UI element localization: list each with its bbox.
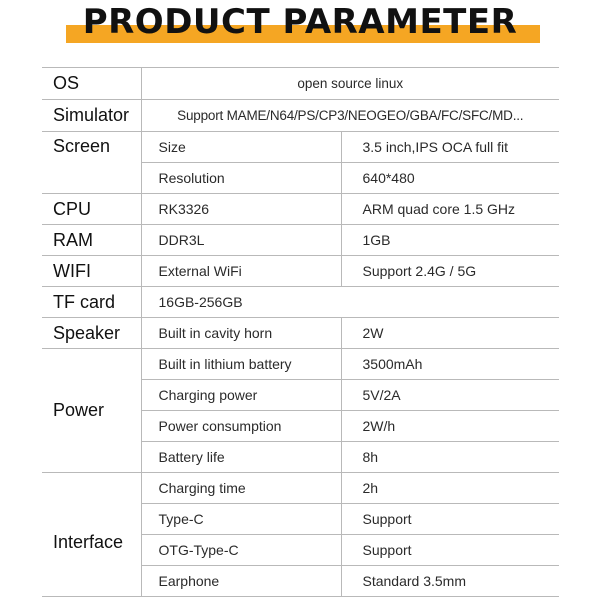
table-row-tf-card — [42, 287, 559, 318]
value-simulator: Support MAME/N64/PS/CP3/NEOGEO/GBA/FC/SFC/MD... — [141, 100, 559, 132]
param-value: Support — [341, 535, 559, 566]
table-row-os — [42, 68, 559, 100]
param-name: Size — [141, 132, 341, 163]
row-label-interface: Interface — [42, 473, 141, 597]
row-label-power: Power — [42, 349, 141, 473]
table-row-power-battery — [42, 349, 559, 380]
title-banner — [0, 0, 600, 56]
param-value: 8h — [341, 442, 559, 473]
param-name: Built in lithium battery — [141, 349, 341, 380]
param-value: 640*480 — [341, 163, 559, 194]
table-row-simulator — [42, 100, 559, 132]
row-label-tf-card: TF card — [42, 287, 141, 318]
param-name: External WiFi — [141, 256, 341, 287]
row-label-ram: RAM — [42, 225, 141, 256]
row-label-screen: Screen — [42, 132, 141, 194]
row-label-speaker: Speaker — [42, 318, 141, 349]
table-row-ram — [42, 225, 559, 256]
param-name: RK3326 — [141, 194, 341, 225]
table-row-interface-charging-time — [42, 473, 559, 504]
param-name: DDR3L — [141, 225, 341, 256]
page-title: PRODUCT PARAMETER — [82, 2, 518, 42]
param-value: 5V/2A — [341, 380, 559, 411]
row-label-simulator: Simulator — [42, 100, 141, 132]
param-name: Earphone — [141, 566, 341, 597]
table-row-cpu — [42, 194, 559, 225]
value-os: open source linux — [141, 68, 559, 100]
param-value: ARM quad core 1.5 GHz — [341, 194, 559, 225]
param-name: Charging time — [141, 473, 341, 504]
param-value: Standard 3.5mm — [341, 566, 559, 597]
row-label-os: OS — [42, 68, 141, 100]
table-row-screen-size — [42, 132, 559, 163]
param-value: 16GB-256GB — [141, 287, 559, 318]
param-value: 2W/h — [341, 411, 559, 442]
param-value: Support 2.4G / 5G — [341, 256, 559, 287]
table-row-wifi — [42, 256, 559, 287]
row-label-cpu: CPU — [42, 194, 141, 225]
row-label-wifi: WIFI — [42, 256, 141, 287]
param-value: 3.5 inch,IPS OCA full fit — [341, 132, 559, 163]
param-value: 1GB — [341, 225, 559, 256]
param-name: Power consumption — [141, 411, 341, 442]
param-name: Charging power — [141, 380, 341, 411]
parameter-table — [42, 67, 559, 597]
param-value: Support — [341, 504, 559, 535]
param-value: 2W — [341, 318, 559, 349]
param-value: 2h — [341, 473, 559, 504]
param-name: Resolution — [141, 163, 341, 194]
param-name: Battery life — [141, 442, 341, 473]
param-value: 3500mAh — [341, 349, 559, 380]
param-name: OTG-Type-C — [141, 535, 341, 566]
param-name: Type-C — [141, 504, 341, 535]
table-row-speaker — [42, 318, 559, 349]
param-name: Built in cavity horn — [141, 318, 341, 349]
